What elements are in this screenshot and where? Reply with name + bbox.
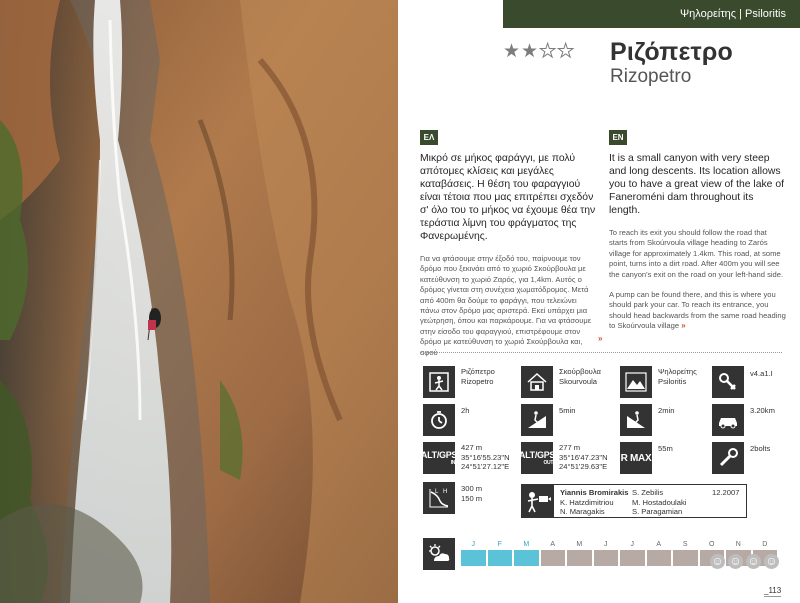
village-value: Σκούρβουλα Skourvoula	[559, 367, 601, 386]
month-label: M	[523, 541, 530, 548]
mountain-value: Ψηλορείτης Psiloritis	[658, 367, 697, 386]
continue-arrow-icon: »	[681, 321, 686, 331]
grade-value: v4.a1.I	[750, 369, 773, 378]
month-bar	[620, 550, 645, 566]
english-body-paragraph-1: To reach its exit you should follow the road that starts from Skoúrvoula village heading to Zarós village for approximately 1.4km. This road, at some point, turns into a dirt road. After 400m you will see the canyon's exit on the road on your left-hand side.	[609, 228, 784, 279]
mountain-icon	[620, 366, 652, 398]
car-icon	[712, 404, 744, 436]
month-label: S	[682, 541, 688, 548]
bolt-icon	[712, 442, 744, 474]
month-label: F	[497, 541, 502, 548]
region-header: Ψηλορείτης | Psiloritis	[503, 0, 800, 28]
month-bar	[541, 550, 566, 566]
dimensions-icon	[423, 482, 455, 514]
month-label: N	[735, 541, 741, 548]
descent-value: 2min	[658, 406, 675, 415]
grade-icon	[712, 366, 744, 398]
month-7	[647, 540, 672, 566]
length-height-values: 300 m 150 m	[461, 484, 483, 503]
team-col-1: Yiannis Bromirakis K. Hatzdimitriou N. Maragakis	[560, 488, 629, 517]
rmax-value: 55m	[658, 444, 673, 453]
month-label: A	[656, 541, 662, 548]
month-bar	[488, 550, 513, 566]
weather-icon	[423, 538, 455, 570]
village-icon	[521, 366, 553, 398]
month-bar	[673, 550, 698, 566]
page-title-greek: Ριζόπετρο	[610, 38, 734, 66]
lang-badge-english: EN	[609, 130, 627, 145]
month-8	[673, 540, 698, 566]
approach-icon	[521, 404, 553, 436]
month-6	[620, 540, 645, 566]
star-empty-icon: ★	[557, 41, 575, 62]
lang-badge-greek: ΕΛ	[420, 130, 438, 145]
difficulty-rating	[503, 42, 574, 61]
month-bar	[594, 550, 619, 566]
smiley-icon: ☺	[729, 554, 742, 568]
month-bar	[461, 550, 486, 566]
rating-smileys	[710, 554, 779, 569]
page-title-english: Rizopetro	[610, 66, 692, 87]
month-3	[541, 540, 566, 566]
distance-value: 3.20km	[750, 406, 775, 415]
page-number: _113	[764, 586, 782, 595]
month-label: J	[630, 541, 634, 548]
english-lead: It is a small canyon with very steep and long descents. Its location allows you to have a great view of the lake of Faneroméni dam throughout its length.	[609, 153, 785, 216]
smiley-icon: ☺	[747, 554, 760, 568]
smiley-icon: ☺	[765, 554, 778, 568]
team-col-2: S. Zebilis M. Hostadoulaki S. Paragamian	[632, 488, 687, 517]
stopwatch-icon	[423, 404, 455, 436]
total-time-value: 2h	[461, 406, 470, 415]
english-body-paragraph-2: A pump can be found there, and this is where you should park your car. To reach its entrance, you should head backwards from the same road heading to Skoúrvoula village »	[609, 290, 786, 331]
month-bar	[647, 550, 672, 566]
bolts-value: 2bolts	[750, 444, 771, 453]
month-label: J	[604, 541, 608, 548]
approach-value: 5min	[559, 406, 576, 415]
smiley-icon: ☺	[711, 554, 724, 568]
canyon-name-icon	[423, 366, 455, 398]
month-5	[594, 540, 619, 566]
month-bar	[567, 550, 592, 566]
month-label: O	[709, 541, 715, 548]
month-0	[461, 540, 486, 566]
star-empty-icon: ★	[539, 41, 557, 62]
canyon-name-value: Ριζόπετρο Rizopetro	[461, 367, 495, 386]
star-filled-icon: ★	[521, 41, 539, 62]
greek-lead: Μικρό σε μήκος φαράγγι, με πολύ απότομες κλίσεις και μεγάλες καταβάσεις. Η θέση του φαραγγιού είναι τέτοια που μας επιτρέπει σχεδόν σ' όλο του το μήκος να έχουμε θέα την τεράστια λίμνη του φράγματος της Φανερωμένης.	[420, 153, 596, 242]
alt-gps-in-icon: ALT/GPS IN	[423, 442, 455, 474]
descent-icon	[620, 404, 652, 436]
english-column	[609, 152, 787, 332]
section-divider	[420, 352, 782, 353]
canyon-photo	[0, 0, 398, 603]
alt-gps-out-icon: ALT/GPS OUT	[521, 442, 553, 474]
star-filled-icon: ★	[503, 41, 521, 62]
svg-text:L: L	[435, 489, 439, 495]
team-icon	[522, 485, 554, 517]
continue-arrow-icon: »	[598, 334, 603, 343]
month-label: A	[550, 541, 556, 548]
waterfall-illustration	[0, 0, 398, 603]
month-2	[514, 540, 539, 566]
greek-body	[420, 254, 598, 358]
rmax-icon: R MAX	[620, 442, 652, 474]
month-label: D	[762, 541, 768, 548]
svg-text:H: H	[443, 489, 448, 495]
canyon-page	[398, 0, 800, 603]
entrance-coordinates: 427 m 35°16'55.23"N 24°51'27.12"E	[461, 443, 510, 472]
month-4	[567, 540, 592, 566]
greek-body-text: Για να φτάσουμε στην έξοδό του, παίρνουμε τον δρόμο που ξεκινάει από το χωριό Σκούρβουλα με κατεύθυνση το χωριό Ζαρός, για 1,4km. Αυτός ο δρόμος γίνεται στη συνέχεια χωματόδρομος. Μετά από 400m θα δούμε το φαράγγι, που τελειώνει πάνω στον δρόμο μας αριστερά. Εκεί υπάρχει μια γεώτρηση, όπου και παρκάρουμε. Για να φτάσουμε στην είσοδο του φαραγγιού, επιστρέφουμε στον δρόμο με κατεύθυνση το χωριό Σκούρβουλα και, αφού	[420, 254, 592, 357]
month-label: J	[471, 541, 475, 548]
exit-coordinates: 277 m 35°16'47.23"N 24°51'29.63"E	[559, 443, 608, 472]
month-bar	[514, 550, 539, 566]
month-1	[488, 540, 513, 566]
exploration-date: 12.2007	[712, 488, 740, 497]
english-body	[609, 228, 787, 332]
greek-column	[420, 152, 598, 358]
month-label: M	[576, 541, 583, 548]
